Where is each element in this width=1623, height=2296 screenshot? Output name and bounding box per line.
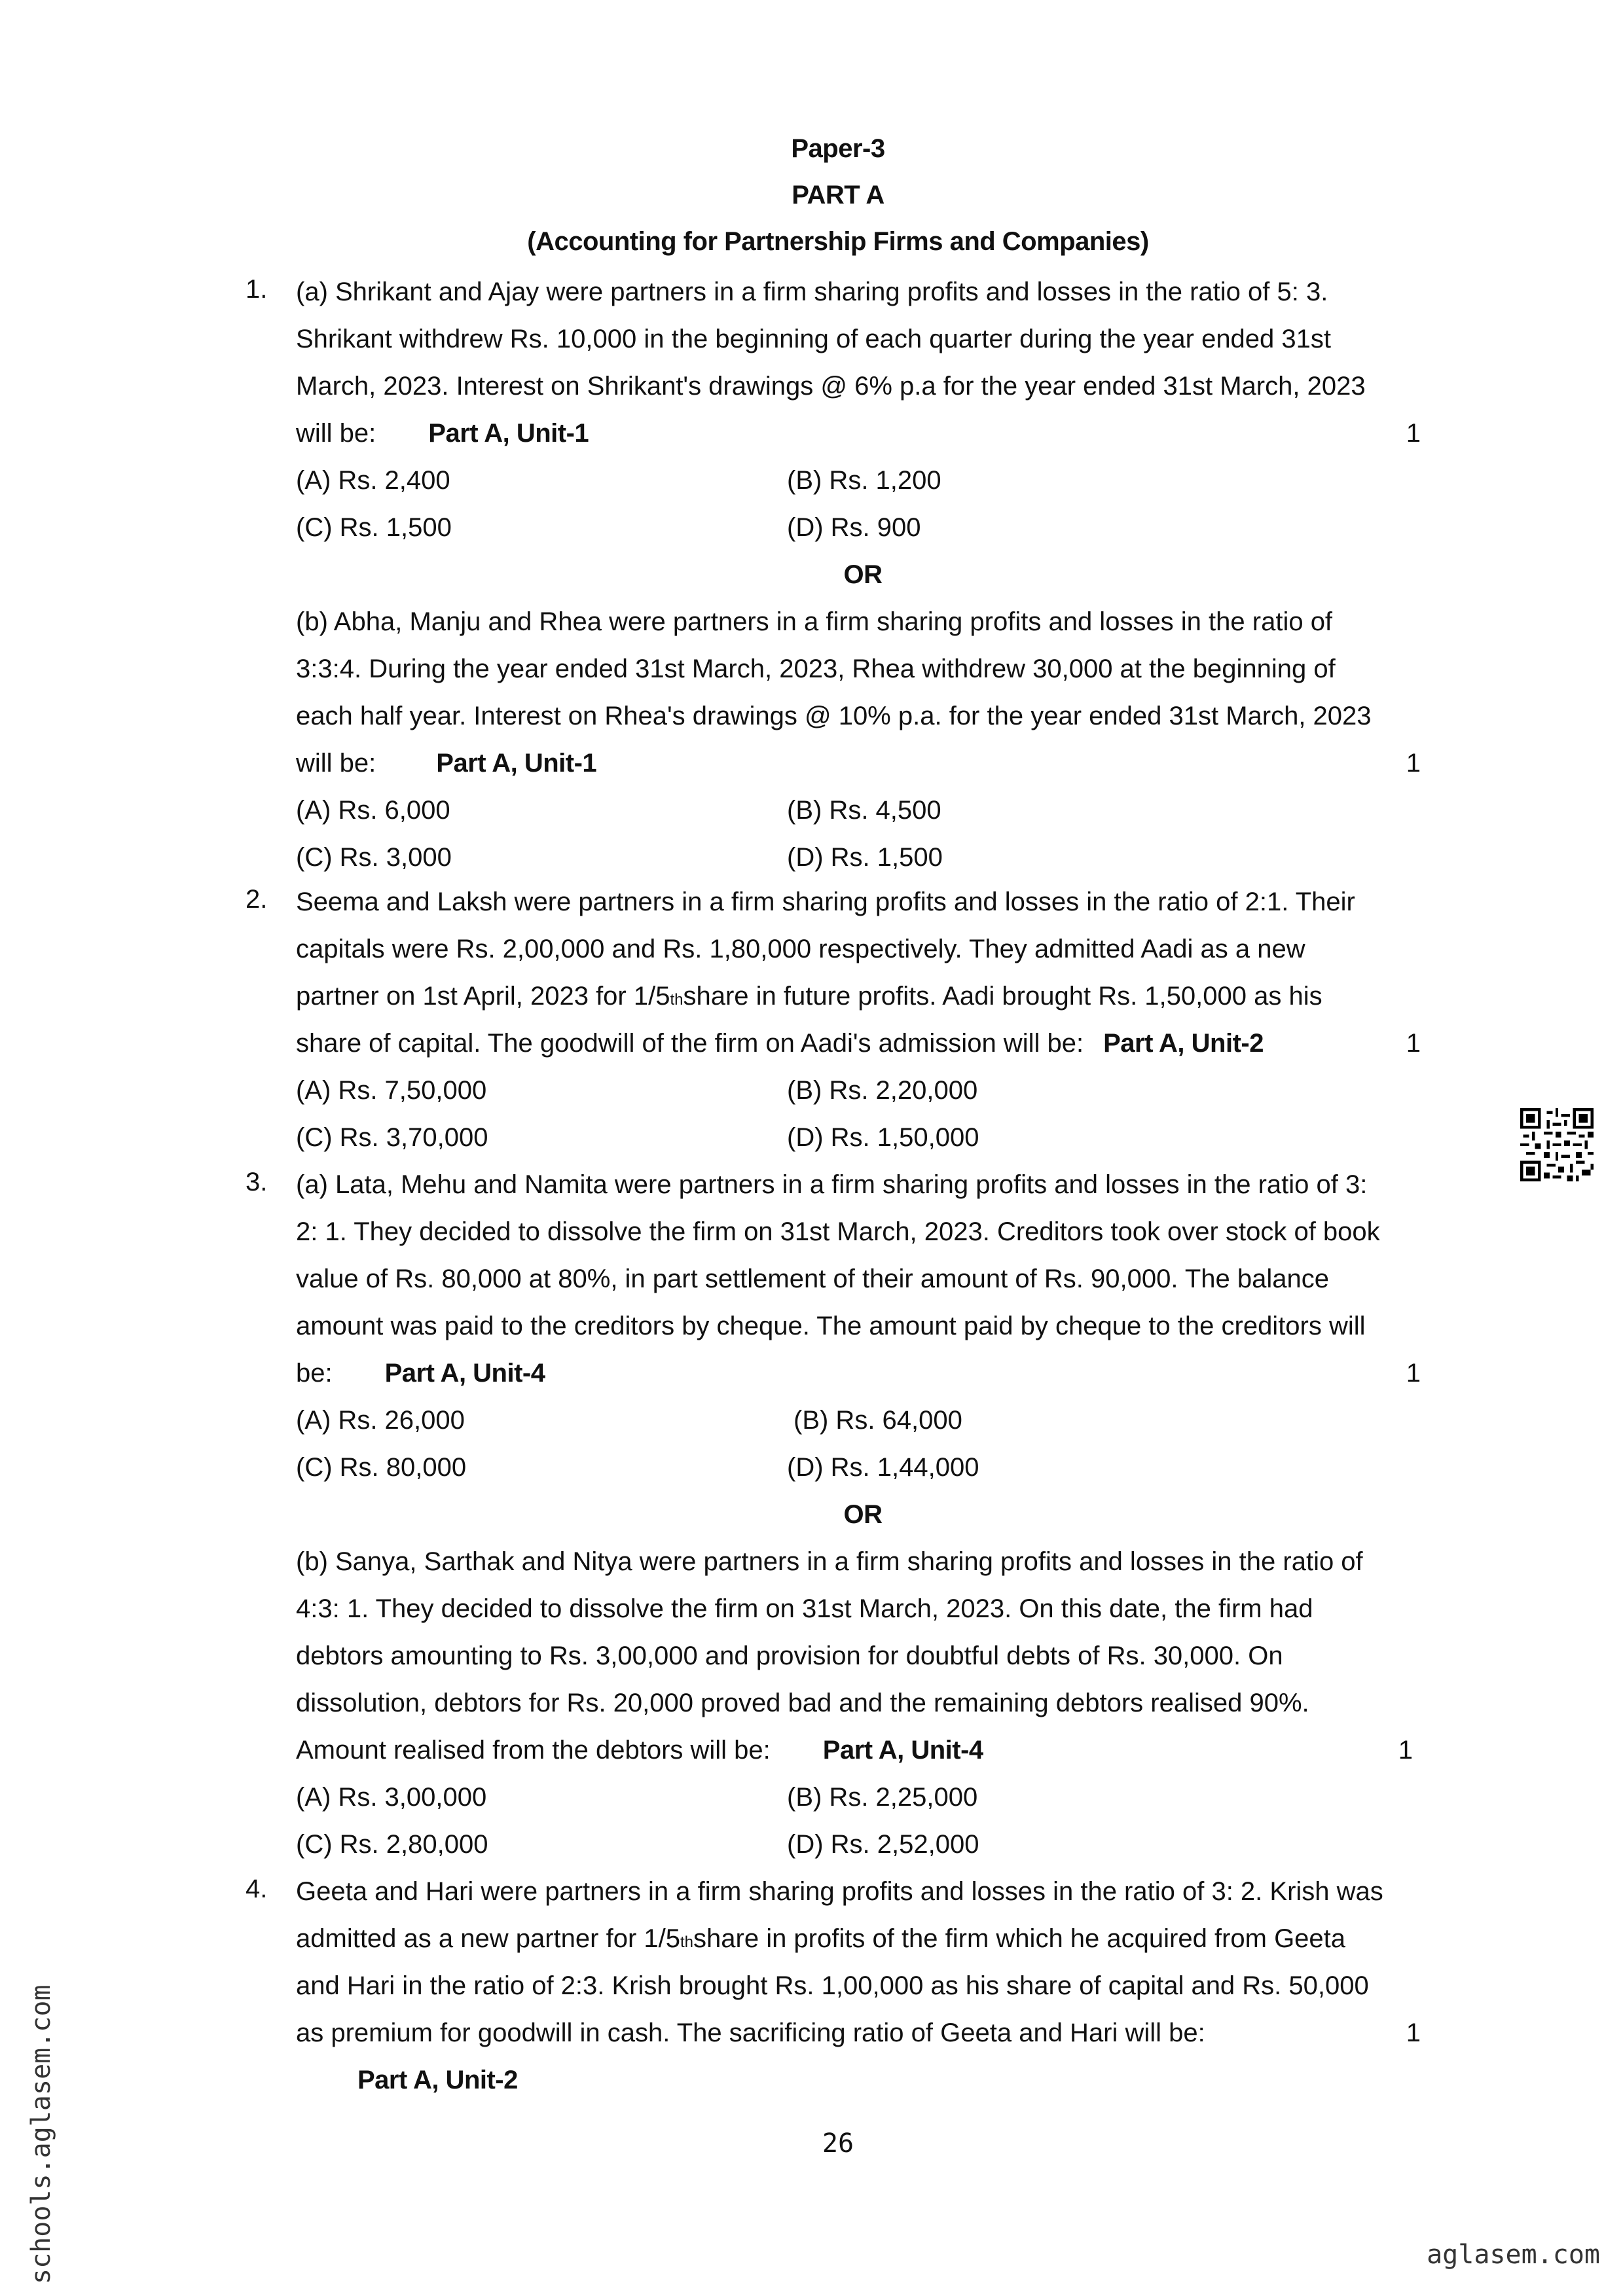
marks: 1 (1406, 1029, 1421, 1058)
marks: 1 (1398, 1736, 1413, 1765)
question-text: admitted as a new partner for 1/5 (296, 1924, 680, 1953)
question-text-line: 4:3: 1. They decided to dissolve the firm on 31st March, 2023. On this date, the firm had (296, 1594, 1313, 1623)
option-b: (B) Rs. 4,500 (787, 796, 941, 825)
watermark-right: aglasem.com (1427, 2240, 1600, 2270)
option-d: (D) Rs. 2,52,000 (787, 1830, 979, 1859)
option-b: (B) Rs. 2,20,000 (787, 1076, 978, 1105)
option-d: (D) Rs. 900 (787, 513, 921, 542)
question-number: 2. (246, 885, 268, 914)
marks: 1 (1406, 1359, 1421, 1388)
question-number: 1. (246, 275, 268, 304)
option-a: (A) Rs. 3,00,000 (296, 1783, 487, 1812)
option-b: (B) Rs. 1,200 (787, 466, 941, 495)
question-text-line: (b) Sanya, Sarthak and Nitya were partners in a firm sharing profits and losses in the ratio of (296, 1547, 1363, 1576)
question-text-line: March, 2023. Interest on Shrikant's drawings @ 6% p.a for the year ended 31st March, 2023 (296, 372, 1366, 401)
question-1 (296, 268, 1430, 881)
question-text-line: Shrikant withdrew Rs. 10,000 in the beginning of each quarter during the year ended 31st (296, 325, 1332, 353)
question-text-line: Seema and Laksh were partners in a firm sharing profits and losses in the ratio of 2:1. Their (296, 888, 1355, 916)
options (296, 787, 1430, 881)
unit-tag: Part A, Unit-2 (1103, 1029, 1264, 1058)
question-text-line: debtors amounting to Rs. 3,00,000 and provision for doubtful debts of Rs. 30,000. On (296, 1641, 1283, 1670)
question-text-line: dissolution, debtors for Rs. 20,000 proved bad and the remaining debtors realised 90%. (296, 1689, 1309, 1717)
marks: 1 (1406, 419, 1421, 448)
paper-label: Paper-3 (791, 134, 885, 163)
option-d: (D) Rs. 1,44,000 (787, 1453, 979, 1482)
unit-tag: Part A, Unit-4 (384, 1359, 545, 1388)
option-c: (C) Rs. 3,000 (296, 843, 452, 872)
question-text-line: each half year. Interest on Rhea's drawings @ 10% p.a. for the year ended 31st March, 2023 (296, 702, 1372, 730)
option-c: (C) Rs. 1,500 (296, 513, 452, 542)
question-last-line (296, 1350, 1430, 1397)
option-d: (D) Rs. 1,50,000 (787, 1123, 979, 1152)
question-text-line: 3:3:4. During the year ended 31st March, 2023, Rhea withdrew 30,000 at the beginning of (296, 655, 1336, 683)
question-text-line: admitted as a new partner for 1/5 th share in profits of the firm which he acquired from Geeta (296, 1915, 1430, 1962)
option-c: (C) Rs. 80,000 (296, 1453, 467, 1482)
option-a: (A) Rs. 6,000 (296, 796, 450, 825)
or-separator: OR (843, 560, 883, 589)
unit-tag: Part A, Unit-1 (428, 419, 589, 448)
options (296, 457, 1430, 551)
option-b: (B) Rs. 2,25,000 (787, 1783, 978, 1812)
question-text: as premium for goodwill in cash. The sacrificing ratio of Geeta and Hari will be: (296, 2018, 1205, 2047)
question-text-line: capitals were Rs. 2,00,000 and Rs. 1,80,000 respectively. They admitted Aadi as a new (296, 935, 1305, 963)
options (296, 1397, 1430, 1491)
or-separator: OR (843, 1500, 883, 1529)
option-a: (A) Rs. 26,000 (296, 1406, 465, 1435)
unit-tag: Part A, Unit-2 (357, 2066, 518, 2094)
question-text-line: (a) Shrikant and Ajay were partners in a firm sharing profits and losses in the ratio of 5: 3. (296, 278, 1328, 306)
option-c: (C) Rs. 3,70,000 (296, 1123, 488, 1152)
question-text: share in profits of the firm which he acquired from Geeta (693, 1924, 1346, 1953)
options (296, 1067, 1430, 1161)
question-number: 3. (246, 1168, 268, 1196)
question-text-line: amount was paid to the creditors by cheque. The amount paid by cheque to the creditors will (296, 1312, 1366, 1340)
marks: 1 (1406, 2018, 1421, 2047)
question-text-line: and Hari in the ratio of 2:3. Krish brought Rs. 1,00,000 as his share of capital and Rs. 50,000 (296, 1971, 1369, 2000)
question-last-line (296, 410, 1430, 457)
unit-tag: Part A, Unit-4 (822, 1736, 983, 1765)
question-text: will be: (296, 419, 376, 448)
question-3 (296, 1161, 1430, 1868)
question-text: Amount realised from the debtors will be: (296, 1736, 771, 1765)
question-text-line: (a) Lata, Mehu and Namita were partners in a firm sharing profits and losses in the ratio of 3: (296, 1170, 1368, 1199)
question-text-line: partner on 1st April, 2023 for 1/5 th share in future profits. Aadi brought Rs. 1,50,000 as his (296, 973, 1430, 1020)
qr-code-icon (1520, 1108, 1594, 1181)
option-a: (A) Rs. 7,50,000 (296, 1076, 487, 1105)
question-text: share in future profits. Aadi brought Rs. 1,50,000 as his (683, 982, 1322, 1011)
marks: 1 (1406, 749, 1421, 778)
option-a: (A) Rs. 2,400 (296, 466, 450, 495)
question-text: be: (296, 1359, 333, 1388)
unit-tag: Part A, Unit-1 (436, 749, 597, 778)
section-subtitle: (Accounting for Partnership Firms and Companies) (527, 227, 1149, 256)
question-text: will be: (296, 749, 376, 778)
option-c: (C) Rs. 2,80,000 (296, 1830, 488, 1859)
question-4 (296, 1868, 1430, 2104)
question-number: 4. (246, 1874, 268, 1903)
question-last-line (296, 1020, 1430, 1067)
part-title: PART A (792, 181, 884, 209)
question-text-line: Geeta and Hari were partners in a firm sharing profits and losses in the ratio of 3: 2. Krish was (296, 1877, 1383, 1906)
question-2 (296, 878, 1430, 1161)
question-last-line (296, 1727, 1430, 1774)
option-d: (D) Rs. 1,500 (787, 843, 943, 872)
options (296, 1774, 1430, 1868)
page-number: 26 (822, 2128, 854, 2159)
question-text-line: value of Rs. 80,000 at 80%, in part settlement of their amount of Rs. 90,000. The balance (296, 1265, 1329, 1293)
watermark-left: schools.aglasem.com (26, 1984, 56, 2284)
question-text-line: 2: 1. They decided to dissolve the firm on 31st March, 2023. Creditors took over stock of book (296, 1217, 1380, 1246)
question-last-line (296, 2009, 1430, 2056)
question-text-line: (b) Abha, Manju and Rhea were partners in a firm sharing profits and losses in the ratio of (296, 607, 1333, 636)
question-text: share of capital. The goodwill of the firm on Aadi's admission will be: (296, 1029, 1084, 1058)
question-text: partner on 1st April, 2023 for 1/5 (296, 982, 670, 1011)
question-tag-line (296, 2056, 1430, 2104)
question-last-line (296, 740, 1430, 787)
option-b: (B) Rs. 64,000 (793, 1406, 962, 1435)
